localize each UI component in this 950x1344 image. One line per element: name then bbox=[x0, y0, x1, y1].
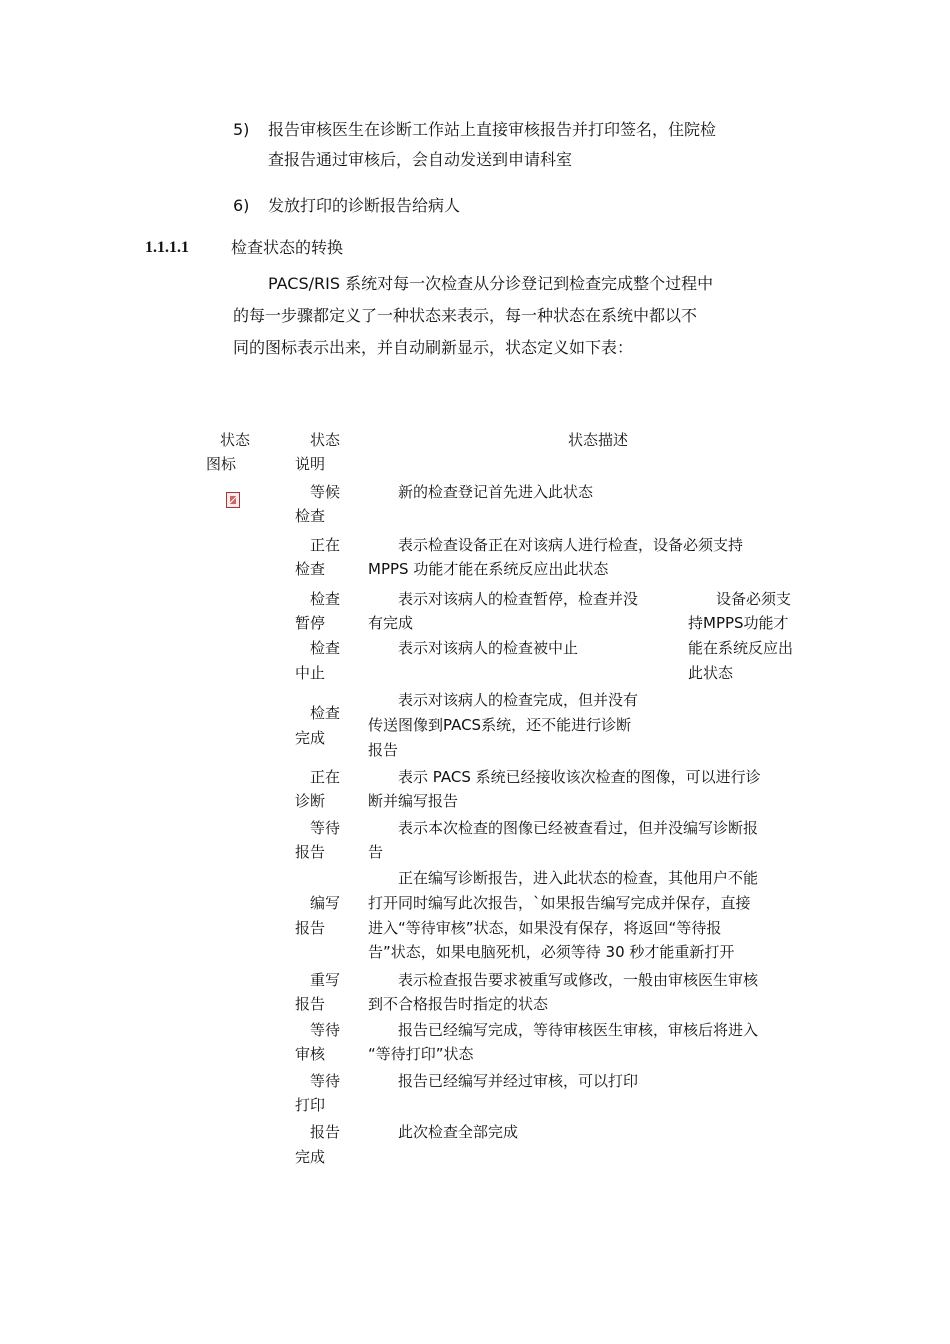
row-name-line: 重写 bbox=[310, 971, 341, 989]
side-note-line: 持MPPS功能才 bbox=[688, 614, 789, 632]
header-icon-line: 图标 bbox=[206, 455, 237, 473]
row-name-line: 等待 bbox=[310, 819, 341, 837]
section-title: 检查状态的转换 bbox=[231, 238, 344, 257]
row-desc-line: 报告已经编写完成，等待审核医生审核，审核后将进入 bbox=[398, 1021, 759, 1039]
row-name-line: 等候 bbox=[310, 483, 341, 501]
header-icon-line: 状态 bbox=[220, 431, 251, 449]
row-name-line: 暂停 bbox=[295, 614, 326, 632]
hourglass-icon bbox=[226, 492, 240, 508]
side-note-line: 能在系统反应出 bbox=[688, 639, 794, 657]
row-desc-line: 到不合格报告时指定的状态 bbox=[368, 995, 549, 1013]
row-desc-line: 报告 bbox=[368, 741, 399, 759]
row-name-line: 报告 bbox=[295, 995, 326, 1013]
row-name-line: 检查 bbox=[295, 507, 326, 525]
row-name-line: 检查 bbox=[310, 704, 341, 722]
row-desc-line: 表示对该病人的检查完成，但并没有 bbox=[398, 691, 639, 709]
row-desc-line: 表示对该病人的检查被中止 bbox=[398, 639, 579, 657]
row-name-line: 完成 bbox=[295, 1148, 326, 1166]
row-desc-line: 告”状态，如果电脑死机，必须等待 30 秒才能重新打开 bbox=[368, 943, 735, 961]
paragraph-line: 的每一步骤都定义了一种状态来表示，每一种状态在系统中都以不 bbox=[233, 306, 698, 325]
row-desc-line: 断并编写报告 bbox=[368, 792, 459, 810]
row-name-line: 审核 bbox=[295, 1045, 326, 1063]
row-name-line: 报告 bbox=[295, 919, 326, 937]
paragraph-line: PACS/RIS 系统对每一次检查从分诊登记到检查完成整个过程中 bbox=[268, 274, 714, 293]
side-note-line: 此状态 bbox=[688, 664, 734, 682]
row-desc-line: 表示 PACS 系统已经接收该次检查的图像，可以进行诊 bbox=[398, 768, 761, 786]
section-number: 1.1.1.1 bbox=[145, 239, 189, 256]
row-name-line: 打印 bbox=[295, 1096, 326, 1114]
row-desc-line: MPPS 功能才能在系统反应出此状态 bbox=[368, 560, 609, 578]
header-name-line: 说明 bbox=[295, 455, 326, 473]
header-desc: 状态描述 bbox=[568, 431, 629, 449]
row-name-line: 编写 bbox=[310, 894, 341, 912]
row-name-line: 检查 bbox=[310, 590, 341, 608]
step-number: 6) bbox=[233, 196, 250, 215]
row-desc-line: 报告已经编写并经过审核，可以打印 bbox=[398, 1072, 639, 1090]
row-desc-line: 进入“等待审核”状态，如果没有保存，将返回“等待报 bbox=[368, 919, 722, 937]
side-note-line: 设备必须支 bbox=[716, 590, 792, 608]
row-desc-line: 传送图像到PACS系统，还不能进行诊断 bbox=[368, 716, 632, 734]
step-text-line: 查报告通过审核后，会自动发送到申请科室 bbox=[268, 150, 573, 169]
step-number: 5) bbox=[233, 120, 250, 139]
row-desc-line: 表示本次检查的图像已经被查看过，但并没编写诊断报 bbox=[398, 819, 759, 837]
row-desc-line: 表示对该病人的检查暂停，检查并没 bbox=[398, 590, 639, 608]
row-name-line: 诊断 bbox=[295, 792, 326, 810]
row-name-line: 等待 bbox=[310, 1072, 341, 1090]
row-name-line: 报告 bbox=[310, 1123, 341, 1141]
row-desc-line: 打开同时编写此次报告，`如果报告编写完成并保存，直接 bbox=[368, 894, 751, 912]
row-name-line: 中止 bbox=[295, 664, 326, 682]
row-name-line: 正在 bbox=[310, 768, 341, 786]
row-name-line: 正在 bbox=[310, 536, 341, 554]
paragraph-line: 同的图标表示出来，并自动刷新显示，状态定义如下表： bbox=[233, 338, 634, 357]
row-desc-line: 有完成 bbox=[368, 614, 414, 632]
row-name-line: 报告 bbox=[295, 843, 326, 861]
row-desc-line: 表示检查设备正在对该病人进行检查，设备必须支持 bbox=[398, 536, 744, 554]
row-name-line: 等待 bbox=[310, 1021, 341, 1039]
row-desc-line: 表示检查报告要求被重写或修改，一般由审核医生审核 bbox=[398, 971, 759, 989]
row-desc-line: 此次检查全部完成 bbox=[398, 1123, 519, 1141]
row-name-line: 完成 bbox=[295, 729, 326, 747]
row-desc-line: 正在编写诊断报告，进入此状态的检查，其他用户不能 bbox=[398, 869, 759, 887]
row-desc-line: 告 bbox=[368, 843, 384, 861]
step-text-line: 发放打印的诊断报告给病人 bbox=[268, 196, 461, 215]
header-name-line: 状态 bbox=[310, 431, 341, 449]
row-desc-line: “等待打印”状态 bbox=[368, 1045, 474, 1063]
row-desc-line: 新的检查登记首先进入此状态 bbox=[398, 483, 594, 501]
step-text-line: 报告审核医生在诊断工作站上直接审核报告并打印签名，住院检 bbox=[268, 120, 717, 139]
row-name-line: 检查 bbox=[295, 560, 326, 578]
row-name-line: 检查 bbox=[310, 639, 341, 657]
